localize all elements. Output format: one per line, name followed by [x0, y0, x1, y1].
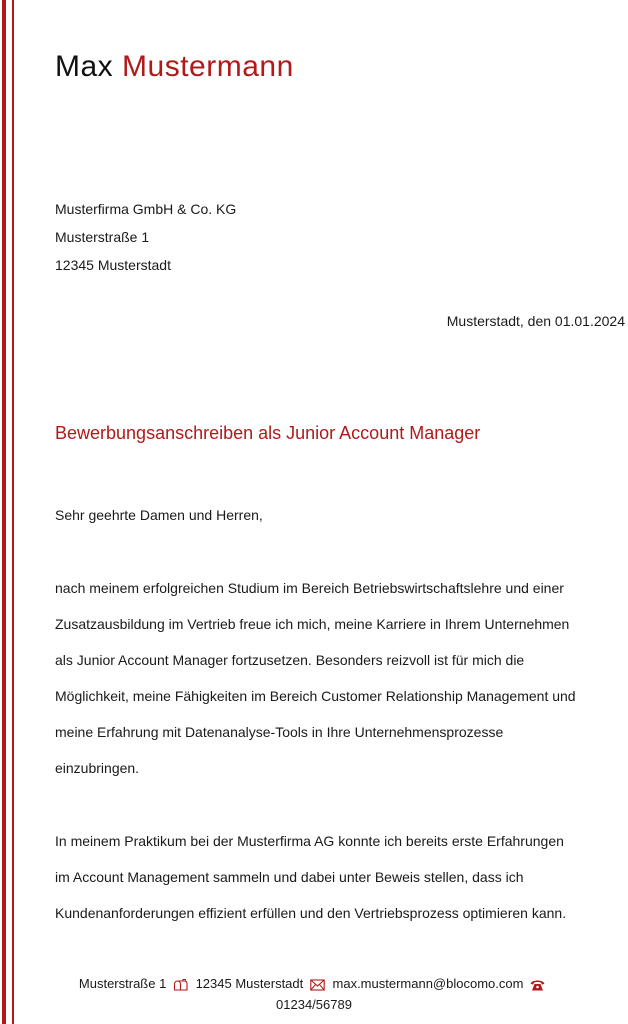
left-accent-bar-thick: [2, 0, 6, 1024]
footer-line-1: [0, 973, 628, 994]
recipient-company: Musterfirma GmbH & Co. KG: [55, 201, 237, 217]
letter-subject: Bewerbungsanschreiben als Junior Account Manager: [55, 423, 481, 443]
footer-line-2: [0, 994, 628, 1015]
letter-date: Musterstadt, den 01.01.2024: [446, 313, 625, 329]
body-line: nach meinem erfolgreichen Studium im Bereich Betriebswirtschaftslehre und einer: [55, 580, 564, 596]
last-name: Mustermann: [122, 50, 294, 83]
body-line: als Junior Account Manager fortzusetzen. Besonders reizvoll ist für mich die: [55, 652, 525, 668]
body-line: Möglichkeit, meine Fähigkeiten im Bereich Customer Relationship Management und: [55, 688, 576, 704]
first-name: Max: [55, 50, 114, 83]
body-line: In meinem Praktikum bei der Musterfirma AG konnte ich bereits erste Erfahrungen: [55, 833, 564, 849]
body-line: im Account Management sammeln und dabei unter Beweis stellen, dass ich: [55, 869, 524, 885]
footer-street: Musterstraße 1: [78, 976, 167, 991]
recipient-address: [55, 195, 236, 279]
sender-name: [55, 50, 294, 84]
recipient-city: 12345 Musterstadt: [55, 257, 171, 273]
body-line: Kundenanforderungen effizient erfüllen und den Vertriebsprozess optimieren kann.: [55, 905, 567, 921]
left-accent-bar-thin: [12, 0, 14, 1024]
body-line: Zusatzausbildung im Vertrieb freue ich mich, meine Karriere in Ihrem Unternehmen: [55, 616, 570, 632]
mailbox-icon: [173, 979, 188, 991]
envelope-icon: [310, 979, 325, 991]
salutation: Sehr geehrte Damen und Herren,: [55, 507, 263, 523]
body-line: einzubringen.: [55, 760, 140, 776]
footer-phone[interactable]: 01234/56789: [276, 997, 352, 1012]
footer-email[interactable]: max.mustermann@blocomo.com: [332, 976, 524, 991]
body-paragraph-2: [55, 823, 627, 931]
footer-contact: [0, 973, 628, 1015]
recipient-street: Musterstraße 1: [55, 229, 150, 245]
phone-icon: [530, 979, 545, 991]
body-paragraph-1: [55, 570, 627, 786]
body-line: meine Erfahrung mit Datenanalyse-Tools in Ihre Unternehmensprozesse: [55, 724, 504, 740]
footer-city: 12345 Musterstadt: [195, 976, 304, 991]
